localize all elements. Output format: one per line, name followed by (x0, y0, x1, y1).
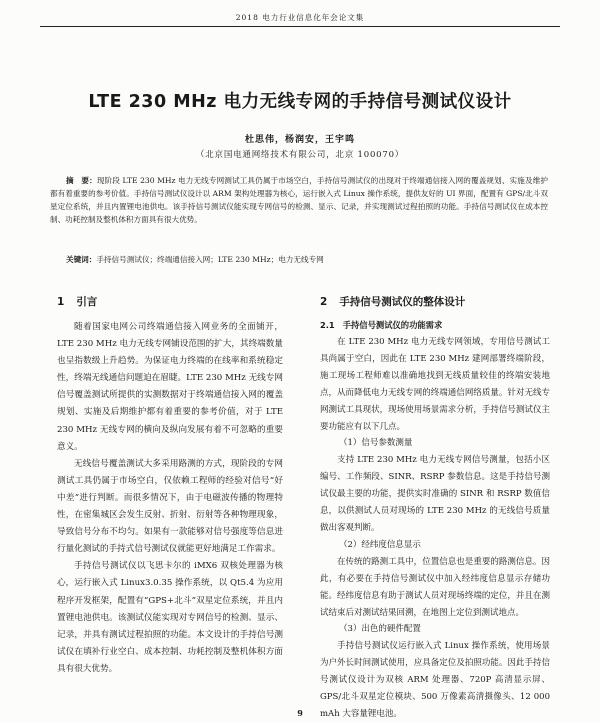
abstract-label: 摘 要： (66, 176, 97, 185)
requirement-item-label: （2）经纬度信息显示 (339, 539, 421, 550)
abstract-text: 现阶段 LTE 230 MHz 电力无线专网测试工具仍属于市场空白，手持信号测试仪的出现对于终端通信接入网的覆盖规划、实施及维护都有着重要的参考价值。手持信号测试仪设计以 ARM 架构处理器为核心，运行嵌入式 Linux 操作系统，提供友好的 UI 界面，配置有 GPS/北斗双星定位系统，并且内置锂电池供电。该手持信号测试仪能实现专网信号的检测、显示、记录，并实现测试过程拍照的功能。手持信号测试仪在成本控制、功耗控制及整机体积方面具有很大优势。 (50, 176, 548, 224)
requirement-item-text: 支持 LTE 230 MHz 电力无线专网信号测量，包括小区编号、工作频段、SINR、RSRP 参数信息。这是手持信号测试仪最主要的功能，提供实时准确的 SINR 和 RSRP 数值信息，以供测试人员对现场的 LTE 230 MHz 的无线信号质量做出客观判断。 (320, 455, 550, 533)
section-1-heading (57, 294, 283, 309)
subsection-2-1-title: 手持信号测试仪的功能需求 (342, 320, 443, 330)
section-2-title: 手持信号测试仪的整体设计 (339, 296, 466, 308)
requirement-item-label: （1）信号参数测量 (339, 438, 413, 449)
keywords-text: 手持信号测试仪；终端通信接入网；LTE 230 MHz；电力无线专网 (96, 255, 324, 264)
section-1-paragraph: 手持信号测试仪以飞思卡尔的 iMX6 双核处理器为核心，运行嵌入式 Linux3.0.35 操作系统，以 Qt5.4 为应用程序开发框架，配置有“GPS+北斗”双星定位系统，并且内置锂电池供电。该测试仪能实现对专网信号的检测、显示、记录，并具有测试过程拍照的功能。本文设计的手持信号测试仪在填补行业空白、成本控制、功耗控制及整机体积方面具有很大优势。 (57, 561, 283, 674)
paper-affiliation: （北京国电通网络技术有限公司，北京 100070） (195, 150, 405, 160)
section-1-paragraph: 无线信号覆盖测试大多采用路测的方式，现阶段的专网测试工具仍属于市场空白，仅依赖工程师的经验对信号“好中差”进行判断。而很多情况下，由于电磁波传播的物理特性，在密集城区会发生反射、折射、衍射等各种物理现象，导致信号分布不均匀。如果有一款能够对信号强度等信息进行量化测试的手持式信号测试仪就能更好地满足工作需求。 (57, 458, 283, 555)
right-column (320, 294, 550, 723)
keywords (50, 253, 548, 266)
running-header: 2018 电力行业信息化年会论文集 (40, 12, 560, 27)
subsection-2-1-heading (320, 319, 550, 331)
section-1-title: 引言 (76, 296, 98, 308)
section-1-paragraph: 随着国家电网公司终端通信接入网业务的全面铺开，LTE 230 MHz 电力无线专网铺设范围的扩大，其终端数量也呈指数级上升趋势。为保证电力终端的在线率和系统稳定性，终端无线通信问题迫在眉睫。LTE 230 MHz 无线专网信号覆盖测试所提供的实测数据对于终端通信接入网的覆盖规划、实施及后期维护都有着重要的参考价值，对于 LTE 230 MHz 无线专网的横向及纵向发展有着不可忽略的重要意义。 (57, 322, 283, 452)
left-column (57, 294, 283, 678)
section-2-intro: 在 LTE 230 MHz 电力无线专网领域，专用信号测试工具尚属于空白，因此在 LTE 230 MHz 建网部署终端阶段，施工现场工程师难以准确地找到无线质量较佳的终端安装地点，从而降低电力无线专网的终端通信网络质量。针对无线专网测试工具现状，现场使用场景需求分析，手持信号测试仪主要功能应有以下几点。 (320, 337, 550, 432)
section-2-heading (320, 294, 550, 309)
requirement-item-text: 手持信号测试仪运行嵌入式 Linux 操作系统，使用场景为户外长时间测试使用，应具备定位及拍照功能。因此手持信号测试仪设计为双核 ARM 处理器、720P 高清显示屏、GPS/北斗双星定位模块、500 万像素高清摄像头、12 000 mAh 大容量锂电池。 (320, 641, 550, 719)
section-2-number: 2 (320, 296, 328, 308)
keywords-label: 关键词： (66, 255, 97, 264)
abstract (50, 174, 548, 226)
paper-title: LTE 230 MHz 电力无线专网的手持信号测试仪设计 (88, 92, 512, 112)
paper-authors: 杜思伟，杨润安，王宇鸣 (244, 135, 355, 145)
requirement-item-text: 在传统的路测工具中，位置信息也是重要的路测信息。因此，有必要在手持信号测试仪中加入经纬度信息显示存储功能。经纬度信息有助于测试人员对现场终端的定位，并且在测试结束后对测试结果回溯，在地图上定位到测试地点。 (320, 556, 550, 618)
subsection-2-1-number: 2.1 (320, 320, 335, 330)
section-1-number: 1 (57, 296, 65, 308)
page-number: 9 (297, 708, 303, 718)
requirement-item-label: （3）出色的硬件配置 (339, 624, 421, 635)
